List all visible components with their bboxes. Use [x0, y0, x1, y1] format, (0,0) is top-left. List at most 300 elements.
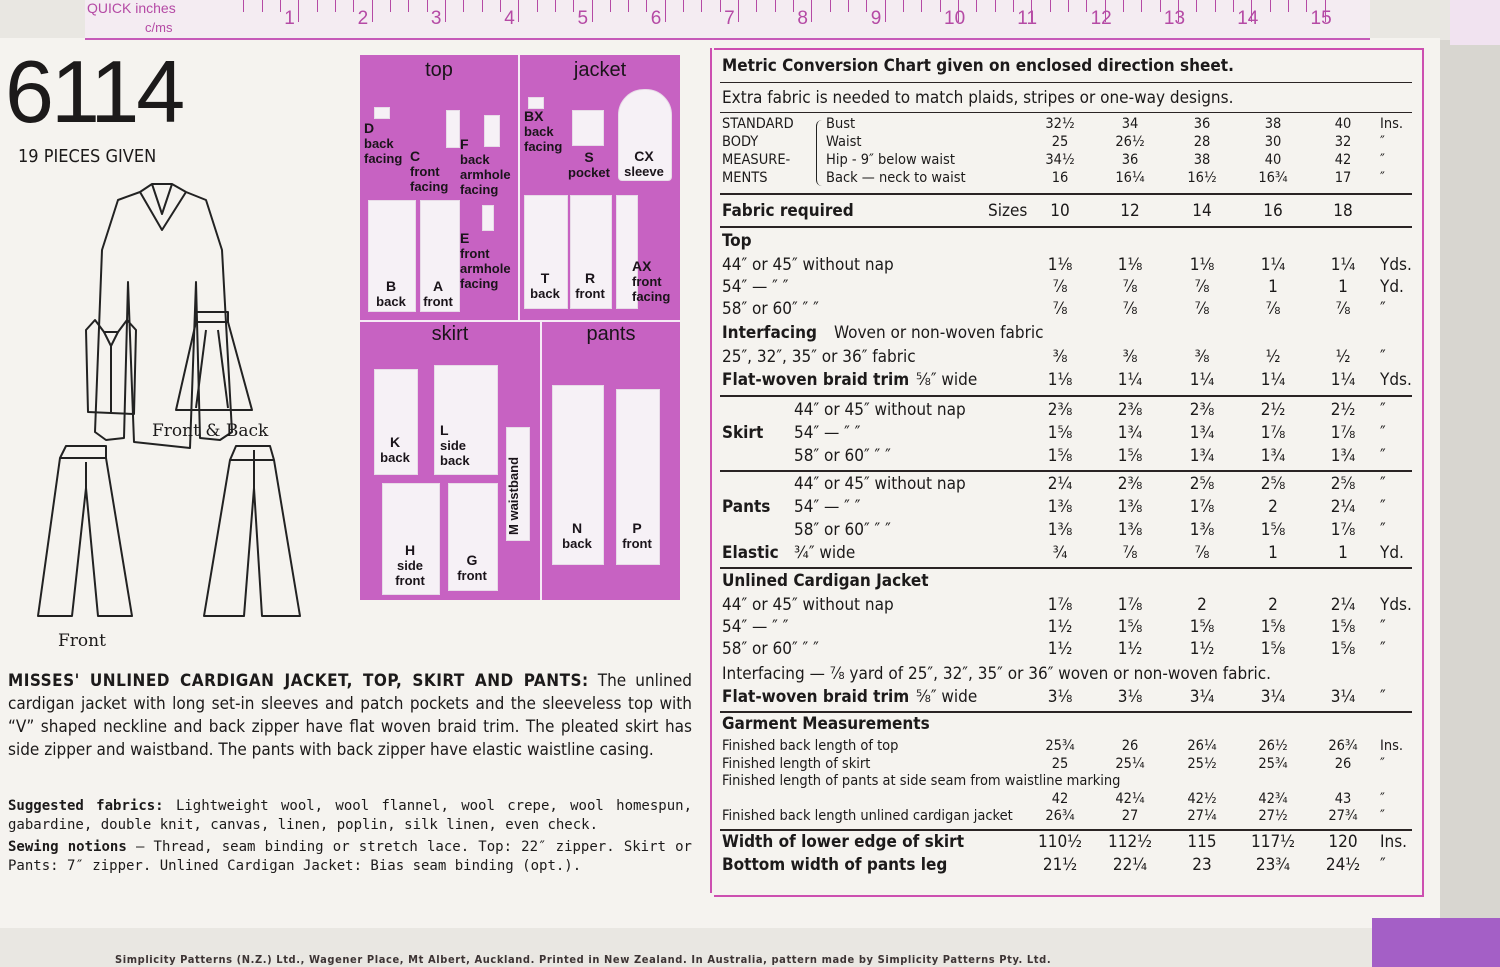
cell-value: 1¾: [1330, 446, 1356, 466]
ruler-minor-tick: [775, 0, 776, 12]
row-label: Finished back length unlined cardigan jacket: [722, 808, 1013, 824]
cell-value: 1½: [1117, 639, 1143, 659]
ruler-minor-tick: [1233, 0, 1234, 12]
piece-s: S pocket: [568, 149, 610, 180]
row-label: 54″ — ″ ″: [722, 617, 789, 637]
piece-cx: CX sleeve: [624, 148, 664, 179]
cell-value: 21½: [1042, 855, 1078, 875]
cell-unit: ″: [1380, 756, 1385, 772]
cell-value: 1¼: [1189, 370, 1215, 390]
cell-unit: Ins.: [1380, 738, 1404, 754]
description-body: The unlined cardigan jacket with long set-in sleeves and patch pockets and the sleeveless top with “V” shaped neckline and back zipper have flat woven braid trim. The pleated skirt has side zipper and waistband. The pants with back zipper have elastic waistline casing.: [8, 671, 693, 760]
cell-value: 2⅜: [1117, 400, 1143, 420]
row-label: Interfacing: [722, 323, 817, 343]
cell-value: 1⅝: [1260, 617, 1286, 637]
cell-value: 2¼: [1330, 595, 1356, 615]
cell-value: 1⅛: [1047, 370, 1073, 390]
measuring-ruler: [85, 0, 1370, 40]
cell-value: ½: [1335, 347, 1351, 367]
cell-value: 2⅜: [1047, 400, 1073, 420]
cell-value: 42¼: [1115, 791, 1145, 807]
ruler-minor-tick: [995, 0, 996, 12]
ruler-major-tick: [738, 0, 739, 22]
ruler-minor-tick: [646, 0, 647, 12]
ruler-major-tick: [445, 0, 446, 22]
cell-value: 1⅝: [1330, 639, 1356, 659]
ruler-minor-tick: [848, 0, 849, 12]
row-label: 58″ or 60″ ″ ″: [722, 299, 819, 319]
cell-unit: ″: [1380, 520, 1386, 540]
row-label: 58″ or 60″ ″ ″: [794, 446, 891, 466]
piece-c: C front facing: [410, 148, 449, 194]
ruler-minor-tick: [701, 0, 702, 12]
cell-value: ⅞: [1122, 277, 1138, 297]
cell-value: 1⅛: [1047, 255, 1073, 275]
cell-value: 2: [1268, 595, 1278, 615]
row-label: Finished back length of top: [722, 738, 899, 754]
cell-value: 1⅜: [1189, 520, 1215, 540]
cell-value: 27¾: [1328, 808, 1358, 824]
ruler-number: 14: [1237, 8, 1259, 29]
cell-value: 1½: [1047, 617, 1073, 637]
row-label: 58″ or 60″ ″ ″: [794, 520, 891, 540]
row-label: Flat-woven braid trim: [722, 370, 910, 390]
cell-value: 26¼: [1187, 738, 1217, 754]
ruler-major-tick: [665, 0, 666, 22]
ruler-minor-tick: [482, 0, 483, 12]
row-label: Pants: [722, 497, 771, 517]
ruler-minor-tick: [280, 0, 281, 12]
cell-unit: ″: [1380, 152, 1385, 168]
piece-f: F back armhole facing: [460, 136, 511, 197]
chart-rule: [720, 226, 1412, 228]
cell-unit: ″: [1380, 446, 1386, 466]
row-label: 44″ or 45″ without nap: [794, 400, 966, 420]
row-label: 44″ or 45″ without nap: [722, 595, 894, 615]
divider-line: [710, 48, 712, 893]
cell-unit: Yds.: [1380, 370, 1412, 390]
pieces-given: 19 PIECES GIVEN: [18, 146, 157, 167]
ruler-minor-tick: [1160, 0, 1161, 12]
cell-value: 23¾: [1255, 855, 1291, 875]
ruler-number: 9: [870, 8, 882, 29]
ruler-minor-tick: [1068, 0, 1069, 12]
skirt-sketch: [176, 312, 252, 410]
cell-value: 10: [1050, 201, 1070, 221]
ruler-minor-tick: [1288, 0, 1289, 12]
jacket-sketch: [95, 184, 232, 448]
ruler-inches-label: QUICK inches: [87, 0, 176, 16]
cell-value: 1½: [1047, 639, 1073, 659]
row-detail: Sizes: [988, 201, 1028, 221]
cell-value: ⅞: [1122, 299, 1138, 319]
ruler-minor-tick: [793, 0, 794, 12]
cell-value: 1⅜: [1047, 497, 1073, 517]
cell-value: 28: [1193, 134, 1211, 150]
ruler-minor-tick: [866, 0, 867, 12]
cell-value: 1¼: [1330, 370, 1356, 390]
cell-value: 3¼: [1189, 687, 1215, 707]
extra-fabric-note: Extra fabric is needed to match plaids, stripes or one-way designs.: [722, 88, 1234, 108]
ruler-major-tick: [885, 0, 886, 22]
ruler-minor-tick: [555, 0, 556, 12]
piece-m: M waistband: [506, 456, 521, 535]
piece-e: E front armhole facing: [460, 230, 511, 291]
piece-a: A front: [423, 278, 453, 309]
piece-k: K back: [380, 434, 410, 465]
cell-value: 16½: [1187, 170, 1217, 186]
chart-rule: [720, 193, 1412, 195]
cell-value: 1¼: [1117, 370, 1143, 390]
cell-value: 3¼: [1260, 687, 1286, 707]
cell-value: 1⅜: [1047, 520, 1073, 540]
ruler-minor-tick: [390, 0, 391, 12]
ruler-minor-tick: [573, 0, 574, 12]
cell-unit: ″: [1380, 687, 1386, 707]
ruler-major-tick: [592, 0, 593, 22]
pattern-description: [8, 670, 692, 762]
ruler-number: 1: [284, 8, 295, 29]
ruler-minor-tick: [537, 0, 538, 12]
row-detail: Woven or non-woven fabric: [834, 323, 1044, 343]
cell-value: 1¼: [1260, 370, 1286, 390]
cell-value: 22¼: [1112, 855, 1148, 875]
cell-value: 38: [1264, 116, 1282, 132]
cell-value: 115: [1187, 832, 1217, 852]
cell-value: 1: [1338, 277, 1348, 297]
cell-unit: Yd.: [1380, 277, 1404, 297]
row-label: Interfacing — ⅞ yard of 25″, 32″, 35″ or 36″ woven or non-woven fabric.: [722, 664, 1272, 684]
ruler-minor-tick: [335, 0, 336, 12]
cell-value: 1⅞: [1330, 520, 1356, 540]
caption-front: Front: [58, 631, 106, 651]
cell-unit: ″: [1380, 497, 1386, 517]
cell-value: 2⅝: [1189, 474, 1215, 494]
row-label: MENTS: [722, 170, 768, 186]
cell-value: 1¾: [1260, 446, 1286, 466]
ruler-major-tick: [298, 0, 299, 22]
cell-value: 2⅝: [1330, 474, 1356, 494]
ruler-number: 7: [724, 8, 735, 29]
cell-value: 16¾: [1258, 170, 1288, 186]
cell-value: 1: [1338, 543, 1348, 563]
cell-value: 1¾: [1189, 446, 1215, 466]
cell-value: 36: [1121, 152, 1139, 168]
piece-d: D back facing: [364, 120, 403, 166]
envelope-tab: [1450, 0, 1500, 45]
ruler-major-tick: [518, 0, 519, 22]
ruler-number: 8: [797, 8, 808, 29]
cell-value: 16: [1051, 170, 1069, 186]
ruler-number: 12: [1090, 8, 1112, 29]
garment-sketches: [0, 170, 360, 660]
cell-value: 1: [1268, 277, 1278, 297]
suggested-fabrics: Suggested fabrics: Lightweight wool, wool flannel, wool crepe, wool homespun, gabardine, double knit, canvas, linen, poplin, silk linen, even check.: [8, 798, 693, 833]
cell-value: 1⅝: [1260, 520, 1286, 540]
row-label: 54″ — ″ ″: [794, 497, 861, 517]
section-jacket: jacket: [573, 59, 627, 81]
cell-value: 25: [1051, 756, 1069, 772]
cell-value: ⅜: [1052, 347, 1068, 367]
pants-front-sketch: [38, 446, 132, 616]
piece-bx: BX back facing: [524, 108, 563, 154]
cell-unit: ″: [1380, 299, 1386, 319]
cell-value: 1¾: [1189, 423, 1215, 443]
cell-value: 120: [1328, 832, 1358, 852]
section-skirt: skirt: [431, 323, 469, 345]
ruler-minor-tick: [1270, 0, 1271, 12]
ruler-number: 5: [577, 8, 589, 29]
cell-value: ⅜: [1122, 347, 1138, 367]
cell-value: 1: [1268, 543, 1278, 563]
cell-value: 32: [1334, 134, 1352, 150]
cell-value: 2¼: [1330, 497, 1356, 517]
row-label: Skirt: [722, 423, 764, 443]
piece-p: P front: [622, 520, 652, 551]
cell-value: ⅞: [1194, 543, 1210, 563]
cell-value: 1⅞: [1189, 497, 1215, 517]
piece-g: G front: [457, 552, 487, 583]
row-label: Bottom width of pants leg: [722, 855, 948, 875]
cell-value: 30: [1264, 134, 1282, 150]
ruler-minor-tick: [1123, 0, 1124, 12]
piece-ax: AX front facing: [632, 258, 671, 304]
cell-value: 1¼: [1260, 255, 1286, 275]
cell-value: 36: [1193, 116, 1211, 132]
row-label: STANDARD: [722, 116, 794, 132]
cell-value: 17: [1334, 170, 1352, 186]
ruler-minor-tick: [720, 0, 721, 12]
cell-value: 2: [1197, 595, 1207, 615]
cell-value: ⅞: [1052, 299, 1068, 319]
cell-value: 110½: [1037, 832, 1082, 852]
row-label: Top: [722, 231, 752, 251]
cell-unit: ″: [1380, 791, 1385, 807]
cell-value: 2⅜: [1189, 400, 1215, 420]
cell-value: 38: [1193, 152, 1211, 168]
cell-value: 2⅜: [1117, 474, 1143, 494]
cell-value: 26: [1334, 756, 1352, 772]
cell-value: 3¼: [1330, 687, 1356, 707]
cell-value: ⅞: [1052, 277, 1068, 297]
cell-value: 27½: [1258, 808, 1288, 824]
row-label: Elastic: [722, 543, 779, 563]
row-detail: ⅝″ wide: [916, 687, 978, 707]
cell-value: 34: [1121, 116, 1139, 132]
ruler-minor-tick: [243, 0, 244, 12]
cell-unit: ″: [1380, 134, 1385, 150]
ruler-number: 3: [430, 8, 442, 29]
cell-value: 18: [1333, 201, 1353, 221]
ruler-minor-tick: [500, 0, 501, 12]
ruler-number: 4: [504, 8, 515, 29]
ruler-minor-tick: [830, 0, 831, 12]
cell-value: 117½: [1250, 832, 1295, 852]
cell-value: 1⅜: [1117, 520, 1143, 540]
ruler-minor-tick: [1215, 0, 1216, 12]
ruler-minor-tick: [1306, 0, 1307, 12]
ruler-minor-tick: [1196, 0, 1197, 12]
cell-value: ½: [1265, 347, 1281, 367]
cell-unit: ″: [1380, 400, 1386, 420]
ruler-minor-tick: [427, 0, 428, 12]
cell-value: 2¼: [1047, 474, 1073, 494]
cell-value: ⅞: [1335, 299, 1351, 319]
cell-value: 1⅝: [1330, 617, 1356, 637]
cell-value: 112½: [1107, 832, 1152, 852]
envelope-corner: [1372, 918, 1500, 967]
ruler-number: 10: [944, 8, 966, 29]
cell-value: 1¾: [1117, 423, 1143, 443]
piece-r: R front: [575, 270, 605, 301]
cell-value: 1⅝: [1117, 617, 1143, 637]
row-label: BODY: [722, 134, 759, 150]
piece-b: B back: [376, 278, 406, 309]
cell-value: 1⅜: [1117, 497, 1143, 517]
cell-value: 25½: [1187, 756, 1217, 772]
ruler-minor-tick: [976, 0, 977, 12]
row-label: 54″ — ″ ″: [722, 277, 789, 297]
cell-unit: ″: [1380, 855, 1386, 875]
cell-value: ¾: [1052, 543, 1068, 563]
cell-unit: Yds.: [1380, 595, 1412, 615]
cell-value: 26¾: [1328, 738, 1358, 754]
row-label: Unlined Cardigan Jacket: [722, 571, 929, 591]
cell-value: 25: [1051, 134, 1069, 150]
pants-back-sketch: [204, 446, 300, 616]
cell-unit: Yds.: [1380, 255, 1412, 275]
cell-value: 26½: [1258, 738, 1288, 754]
cell-value: 1⅞: [1330, 423, 1356, 443]
row-label: Fabric required: [722, 201, 854, 221]
ruler-minor-tick: [628, 0, 629, 12]
cell-value: 25¾: [1045, 738, 1075, 754]
cell-value: 26¾: [1045, 808, 1075, 824]
row-label: 54″ — ″ ″: [794, 423, 861, 443]
cell-value: ⅞: [1194, 299, 1210, 319]
ruler-number: 11: [1017, 8, 1038, 29]
pattern-pieces-panel: [360, 55, 680, 600]
cell-value: 27¼: [1187, 808, 1217, 824]
row-label: Finished length of skirt: [722, 756, 871, 772]
row-label: 25″, 32″, 35″ or 36″ fabric: [722, 347, 916, 367]
cell-value: 1½: [1189, 639, 1215, 659]
row-detail: Back — neck to waist: [826, 170, 966, 186]
cell-value: 1¼: [1330, 255, 1356, 275]
ruler-minor-tick: [317, 0, 318, 12]
cell-value: 34½: [1045, 152, 1075, 168]
sewing-notions: Sewing notions — Thread, seam binding or stretch lace. Top: 22″ zipper. Skirt or Pants: 7″ zipper. Unlined Cardigan Jacket: Bias seam binding (opt.).: [8, 839, 692, 874]
cell-value: 24½: [1325, 855, 1361, 875]
cell-unit: ″: [1380, 617, 1386, 637]
cell-value: 1⅛: [1117, 255, 1143, 275]
cell-value: ⅞: [1194, 277, 1210, 297]
row-detail: Waist: [826, 134, 862, 150]
ruler-minor-tick: [940, 0, 941, 12]
row-label: 44″ or 45″ without nap: [794, 474, 966, 494]
row-detail: Hip - 9″ below waist: [826, 152, 955, 168]
section-pants: pants: [586, 323, 636, 345]
piece-n: N back: [562, 520, 592, 551]
piece-t: T back: [530, 270, 560, 301]
chart-rule: [720, 711, 1412, 713]
cell-value: 16¼: [1115, 170, 1145, 186]
cell-value: 40: [1334, 116, 1352, 132]
row-detail: ⅝″ wide: [916, 370, 978, 390]
ruler-minor-tick: [903, 0, 904, 12]
ruler-minor-tick: [1141, 0, 1142, 12]
row-label: Width of lower edge of skirt: [722, 832, 965, 852]
cell-unit: Yd.: [1380, 543, 1404, 563]
row-label: Finished length of pants at side seam from waistline marking: [722, 773, 1121, 789]
ruler-number: 2: [357, 8, 369, 29]
cell-value: 3⅛: [1117, 687, 1143, 707]
cell-unit: Ins.: [1380, 832, 1408, 852]
ruler-cms-label: c/ms: [145, 20, 173, 35]
cell-unit: ″: [1380, 808, 1385, 824]
cell-unit: Ins.: [1380, 116, 1404, 132]
ruler-minor-tick: [408, 0, 409, 12]
cell-value: 23: [1192, 855, 1212, 875]
cell-value: 16: [1263, 201, 1283, 221]
chart-rule: [720, 829, 1412, 831]
cell-value: ⅞: [1122, 543, 1138, 563]
cell-value: 1⅝: [1260, 639, 1286, 659]
ruler-minor-tick: [1050, 0, 1051, 12]
ruler-number: 6: [650, 8, 662, 29]
ruler-minor-tick: [353, 0, 354, 12]
cell-value: 2½: [1260, 400, 1286, 420]
cell-value: 26: [1121, 738, 1139, 754]
ruler-major-tick: [811, 0, 812, 22]
ruler-number: 15: [1310, 8, 1332, 29]
cell-value: 1⅝: [1047, 446, 1073, 466]
ruler-minor-tick: [1086, 0, 1087, 12]
cell-value: 1⅞: [1117, 595, 1143, 615]
ruler-minor-tick: [610, 0, 611, 12]
cell-value: 26½: [1115, 134, 1145, 150]
cell-value: 12: [1120, 201, 1140, 221]
chart-rule: [720, 395, 1412, 397]
brace: [816, 120, 823, 186]
cell-unit: ″: [1380, 170, 1385, 186]
ruler-major-tick: [372, 0, 373, 22]
chart-rule: [720, 470, 1412, 472]
caption-front-back: Front & Back: [152, 421, 269, 441]
cell-unit: ″: [1380, 639, 1386, 659]
top-sketch: [86, 320, 136, 414]
ruler-number: 13: [1163, 8, 1186, 29]
cell-unit: ″: [1380, 347, 1386, 367]
cell-value: 1⅞: [1047, 595, 1073, 615]
piece-h: H side front: [395, 542, 425, 588]
metric-note: Metric Conversion Chart given on enclosed direction sheet.: [722, 56, 1234, 76]
cell-value: 25¾: [1258, 756, 1288, 772]
chart-rule: [720, 567, 1412, 569]
row-label: MEASURE-: [722, 152, 791, 168]
cell-value: 42¾: [1258, 791, 1288, 807]
row-label: 58″ or 60″ ″ ″: [722, 639, 819, 659]
ruler-minor-tick: [921, 0, 922, 12]
cell-value: 32½: [1045, 116, 1075, 132]
cell-value: 1⅝: [1117, 446, 1143, 466]
cell-value: 1⅞: [1260, 423, 1286, 443]
cell-value: ⅞: [1265, 299, 1281, 319]
cell-value: 1⅛: [1189, 255, 1215, 275]
envelope-edge: [1430, 40, 1500, 920]
ruler-minor-tick: [756, 0, 757, 12]
cell-value: 3⅛: [1047, 687, 1073, 707]
